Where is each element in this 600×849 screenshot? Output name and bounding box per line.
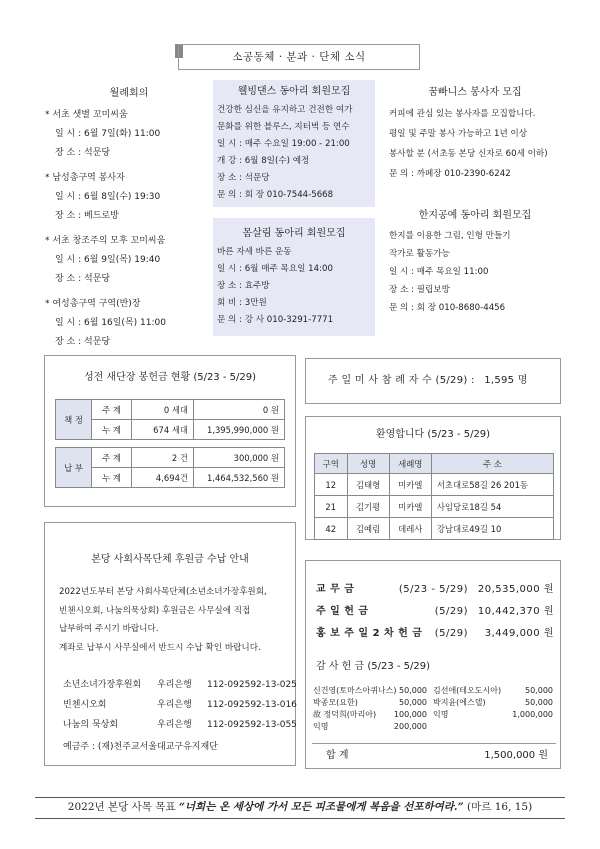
meeting-name: * 여성총구역 구역(반)장 [45,299,141,309]
meeting-item [45,295,213,352]
dedication-status-box [44,355,296,507]
account-org: 나눔의 묵상회 [63,720,119,730]
social-line: 빈첸시오회, 나눔의묵상회) 후원금은 사무실에 직접 [59,605,251,616]
welcome-cell: 42 [315,518,348,540]
account-number: 112-092592-13-016 [207,700,297,710]
dedication-title: 성전 새단장 봉헌금 현황 (5/23 - 5/29) [84,372,256,383]
welcome-cell: 서초대로58길 26 201동 [431,474,553,496]
dedication-row [56,400,285,420]
cafe-line: 봉사할 분 (서초동 본당 신자로 60세 이하) [389,149,548,159]
cafe-line: 문 의 : 까페장 010-2390-6242 [389,169,511,179]
meeting-place: 장 소 : 석문당 [55,274,111,284]
monthly-meetings-panel [45,80,213,347]
footer-prefix: 2022년 본당 사목 목표 [67,801,176,813]
meeting-place: 장 소 : 석문당 [55,148,111,158]
meeting-date: 일 시 : 6월 16일(목) 11:00 [55,318,166,328]
wellbeing-line: 문화를 위한 블루스, 지터벅 등 연수 [217,122,350,132]
meeting-item [45,169,213,226]
body-club-title: 몸살림 동아리 회원모집 [242,228,346,239]
dedication-spacer [56,440,285,448]
total-value: 1,500,000 원 [484,750,548,761]
welcome-cell: 김기평 [347,496,389,518]
hanji-line: 장 소 : 필립보방 [389,285,450,295]
hanji-title: 한지공예 동아리 회원모집 [418,210,532,221]
wellbeing-line: 개 강 : 6월 8일(수) 예정 [217,156,310,166]
dedication-group-label: 납 부 [56,448,92,488]
thanks-name: 박종모(요한) [313,698,358,707]
finance-label: 주 일 헌 금 [316,606,369,617]
account-row [63,715,297,735]
thanks-name: 故 정덕희(마리아) [313,710,377,719]
wellbeing-line: 일 시 : 매주 수요일 19:00 - 21:00 [217,139,350,149]
dedication-amount: 300,000 원 [194,448,285,468]
welcome-header-cell: 주 소 [431,454,553,474]
body-club-panel [213,218,375,336]
welcome-table [314,453,554,540]
thanks-name: 신건영(토마스아퀴나스) [313,686,397,695]
welcome-title: 환영합니다 (5/23 - 5/29) [375,429,491,440]
dedication-row [56,448,285,468]
account-bank: 우리은행 [157,720,192,730]
thanks-amount: 50,000 [399,698,427,707]
meeting-name: * 서초 샛별 꼬미씨움 [45,110,128,120]
welcome-cell: 강남대로49길 10 [431,518,553,540]
meeting-date: 일 시 : 6월 8일(수) 19:30 [55,192,161,202]
dedication-count: 674 세대 [132,420,194,440]
thanks-row [313,710,557,722]
body-club-line: 문 의 : 강 사 010-3291-7771 [217,315,334,325]
welcome-header-cell: 성명 [347,454,389,474]
footer-reference: (마르 16, 15) [466,801,533,813]
attendance-value: 1,595 명 [484,375,528,386]
thanks-amount: 50,000 [525,686,553,695]
meeting-item [45,106,213,163]
social-line: 계좌로 납부시 사무실에서 반드시 수납 확인 바랍니다. [59,642,261,653]
finance-label: 홍 보 주 일 2 차 헌 금 [316,628,423,639]
welcome-cell: 김예림 [347,518,389,540]
welcome-header-cell: 세례명 [389,454,431,474]
meeting-item [45,232,213,289]
dedication-kind: 주 계 [92,400,132,420]
wellbeing-line: 장 소 : 석문당 [217,173,270,183]
thanks-amount: 200,000 [393,722,427,731]
total-label: 합 계 [326,750,349,761]
finance-row [316,628,554,650]
welcome-cell: 데레사 [389,518,431,540]
dedication-count: 0 세대 [132,400,194,420]
welcome-cell: 미카엘 [389,496,431,518]
meeting-date: 일 시 : 6월 9일(목) 19:40 [55,255,161,265]
social-line: 납부하여 주시기 바랍니다. [59,624,159,634]
cafe-volunteer-panel [385,80,565,190]
hanji-line: 한지를 이용한 그림, 인형 만들기 [389,231,511,241]
welcome-box [305,416,561,540]
thanks-amount: 1,000,000 [512,710,553,719]
body-club-line: 바른 자세 바른 운동 [217,247,292,257]
finance-box [305,560,561,769]
dedication-amount: 1,395,990,000 원 [194,420,285,440]
welcome-cell: 21 [315,496,348,518]
thanks-amount: 50,000 [399,686,427,695]
social-pastoral-box [44,522,296,766]
attendance-label: 주 일 미 사 참 례 자 수 (5/29) : [328,375,475,386]
social-title: 본당 사회사목단체 후원금 수납 안내 [91,554,249,565]
finance-total-divider [312,743,556,744]
welcome-cell: 12 [315,474,348,496]
welcome-row [315,518,554,540]
finance-label: 교 무 금 [316,584,355,595]
monthly-title: 월례회의 [109,88,149,99]
finance-row [316,584,554,606]
dedication-spacer-cell [56,440,285,448]
meeting-date: 일 시 : 6월 7일(화) 11:00 [55,129,161,139]
account-bank: 우리은행 [157,700,192,710]
thanks-name: 익명 [433,710,449,719]
hanji-line: 일 시 : 매주 목요일 11:00 [389,267,489,277]
finance-period: (5/29) [434,606,468,617]
meeting-name: * 남성총구역 봉사자 [45,173,125,183]
dedication-kind: 누 계 [92,420,132,440]
thanks-name: 박지윤(에스델) [433,698,486,707]
thanks-amount: 50,000 [525,698,553,707]
thanks-row [313,698,557,710]
body-club-line: 일 시 : 6월 매주 목요일 14:00 [217,264,333,274]
pastoral-goal-footer [35,797,565,819]
thanks-row [313,722,557,734]
hanji-line: 문 의 : 회 장 010-8680-4456 [389,303,506,313]
finance-amount: 3,449,000 원 [484,628,554,639]
welcome-row [315,496,554,518]
meeting-place: 장 소 : 석문당 [55,337,111,347]
dedication-kind: 누 계 [92,468,132,488]
thanks-name: 김선애(테오도시아) [433,686,502,695]
hanji-club-panel [385,202,565,338]
finance-period: (5/23 - 5/29) [398,584,468,595]
section-header [178,44,420,70]
thanks-name: 익명 [313,722,329,731]
thanks-row [313,686,557,698]
cafe-line: 커피에 관심 있는 봉사자를 모집합니다. [389,109,536,119]
account-row [63,675,297,695]
body-club-line: 장 소 : 효주방 [217,281,270,291]
meeting-place: 장 소 : 베드로방 [55,211,119,221]
welcome-header-cell: 구역 [315,454,348,474]
attendance-box [305,358,561,404]
dedication-count: 2 건 [132,448,194,468]
wellbeing-line: 건강한 심신을 유지하고 건전한 여가 [217,105,353,115]
footer-quote: “너희는 온 세상에 가서 모든 피조물에게 복음을 선포하여라.” [178,801,464,813]
cafe-title: 꿈빠니스 봉사자 모집 [428,87,522,98]
wellbeing-line: 문 의 : 회 장 010-7544-5668 [217,190,334,200]
dedication-group-label: 책 정 [56,400,92,440]
account-row [63,695,297,715]
welcome-row [315,474,554,496]
welcome-cell: 미카엘 [389,474,431,496]
account-org: 빈첸시오회 [63,700,107,710]
account-number: 112-092592-13-025 [207,680,297,690]
account-number: 112-092592-13-055 [207,720,297,730]
account-bank: 우리은행 [157,680,192,690]
dedication-amount: 1,464,532,560 원 [194,468,285,488]
dedication-kind: 주 계 [92,448,132,468]
body-club-line: 회 비 : 3만원 [217,298,267,308]
section-title: 소공동체 · 분과 · 단체 소식 [232,51,366,63]
dedication-count: 4,694건 [132,468,194,488]
finance-period: (5/29) [434,628,468,639]
dedication-amount: 0 원 [194,400,285,420]
thanks-title: 감 사 헌 금 (5/23 - 5/29) [316,661,431,672]
meeting-name: * 서초 창조주의 모후 꼬미씨움 [45,236,166,246]
welcome-cell: 김태형 [347,474,389,496]
finance-row [316,606,554,628]
account-org: 소년소녀가장후원회 [63,680,142,690]
hanji-line: 작가로 활동가능 [389,249,450,259]
finance-amount: 10,442,370 원 [477,606,554,617]
welcome-cell: 사임당로18길 54 [431,496,553,518]
account-holder: 예금주 : (재)천주교서울대교구유지재단 [63,742,218,752]
social-line: 2022년도부터 본당 사회사목단체(소년소녀가장후원회, [59,587,267,597]
finance-amount: 20,535,000 원 [477,584,554,595]
cafe-line: 평일 및 주말 봉사 가능하고 1년 이상 [389,129,528,139]
wellbeing-dance-panel [213,80,375,207]
dedication-table [55,399,285,488]
thanks-amount: 100,000 [393,710,427,719]
wellbeing-title: 웰빙댄스 동아리 회원모집 [237,86,351,97]
